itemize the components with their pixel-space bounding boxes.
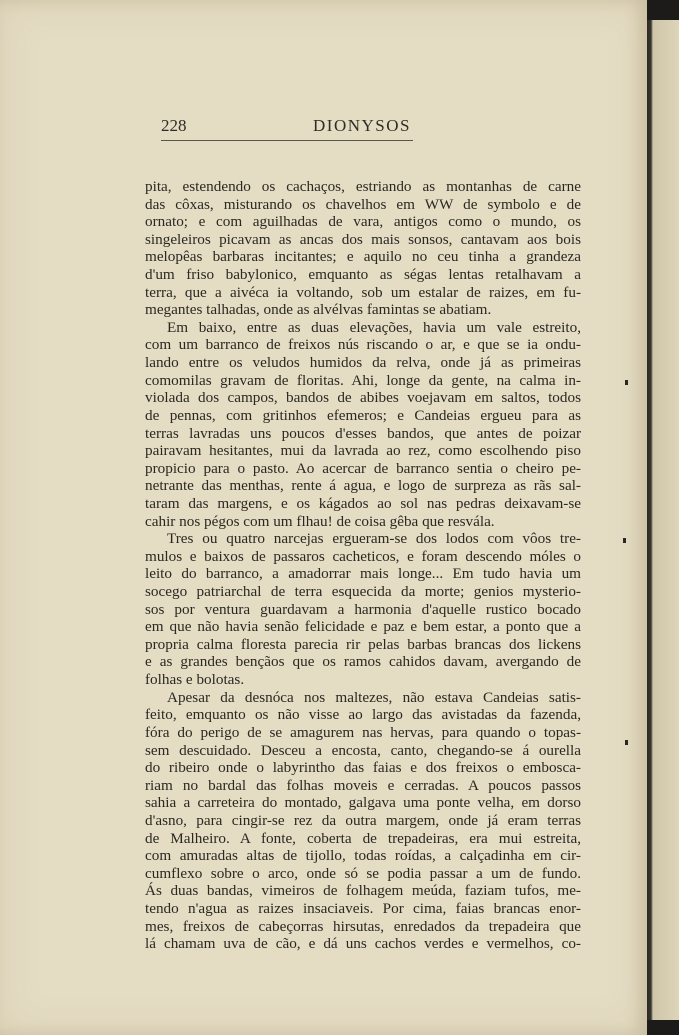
margin-mark bbox=[625, 380, 628, 385]
body-text bbox=[145, 178, 581, 953]
text-line: Tres ou quatro narcejas ergueram-se dos lodos com vôos tre- bbox=[167, 530, 581, 548]
text-line: em que não havia senão felicidade e paz e bem estar, a ponto que a bbox=[145, 618, 581, 636]
text-line: netrante das menthas, rente á agua, e logo de surpreza as rãs sal- bbox=[145, 477, 581, 495]
text-line: com amuradas altas de tijollo, todas roídas, a calçadinha em cir- bbox=[145, 847, 581, 865]
margin-mark bbox=[625, 740, 628, 745]
page-number: 228 bbox=[161, 116, 187, 135]
text-line: propria calma floresta parecia rir pelas barbas brancas dos lickens bbox=[145, 635, 581, 653]
text-line: do ribeiro onde o labyrintho das faias e dos freixos o embosca- bbox=[145, 759, 581, 777]
margin-mark bbox=[623, 538, 626, 543]
text-line: d'um friso babylonico, emquanto as ségas lentas retalhavam a bbox=[145, 266, 581, 284]
text-line: cumflexo sobre o arco, onde só se podia passar a um de fundo. bbox=[145, 864, 581, 882]
text-line: tendo n'agua as raizes insaciaveis. Por cima, faias brancas enor- bbox=[145, 899, 581, 917]
text-line: sem descuidado. Desceu a encosta, canto, chegando-se á ourella bbox=[145, 741, 581, 759]
text-line: d'asno, para cingir-se rez da outra margem, onde já eram terras bbox=[145, 811, 581, 829]
text-line: mes, freixos de cabeçorras hirsutas, enredados da trepadeira que bbox=[145, 917, 581, 935]
text-line: mulos e baixos de passaros cacheticos, e foram descendo móles o bbox=[145, 547, 581, 565]
text-line: pita, estendendo os cachaços, estriando as montanhas de carne bbox=[145, 178, 581, 195]
text-line: feito, emquanto os não visse ao largo das avistadas da fazenda, bbox=[145, 706, 581, 724]
page-header bbox=[161, 116, 413, 141]
text-line: e as grandes bençãos que os ramos cahidos davam, avergando de bbox=[145, 653, 581, 671]
text-line: Apesar da desnóca nos maltezes, não estava Candeias satis- bbox=[167, 688, 581, 706]
text-line: terra, que a aivéca ia voltando, sob um estalar de raizes, em fu- bbox=[145, 283, 581, 301]
text-line: leito do barranco, a amadorrar mais longe... Em tudo havia um bbox=[145, 565, 581, 583]
text-line: de pennas, com gritinhos efemeros; e Candeias ergueu para as bbox=[145, 406, 581, 424]
text-line: terras lavradas uns poucos d'esses bandos, que antes de poizar bbox=[145, 424, 581, 442]
text-line: taram das margens, e os kágados ao sol nas pedras deixavam-se bbox=[145, 494, 581, 512]
text-line: lando entre os veludos humidos da relva, onde já as primeiras bbox=[145, 354, 581, 372]
text-line: socego patriarchal de terra esquecida da morte; genios mysterio- bbox=[145, 583, 581, 601]
text-line: sos por ventura guardavam a harmonia d'aquelle rustico bocado bbox=[145, 600, 581, 618]
text-line: propicio para o pasto. Ao acercar de barranco sentia o cheiro pe- bbox=[145, 459, 581, 477]
running-title: DIONYSOS bbox=[313, 116, 411, 135]
text-line: comomilas gravam de floritas. Ahi, longe da gente, na calma in- bbox=[145, 371, 581, 389]
text-line: cahir nos pégos com um flhau! de coisa gêba que resvála. bbox=[145, 512, 495, 530]
text-line: Ás duas bandas, vimeiros de folhagem meúda, faziam tufos, me- bbox=[145, 882, 581, 900]
next-page-edge bbox=[647, 20, 679, 1020]
text-line: sahia a carreteira do montado, galgava uma ponte velha, em dorso bbox=[145, 794, 581, 812]
text-line: singeleiros picavam as ancas dos mais sonsos, cantavam aos bois bbox=[145, 230, 581, 248]
text-line: das côxas, misturando os chavelhos em WW de symbolo e de bbox=[145, 195, 581, 213]
text-line: com um barranco de freixos nús riscando o ar, e que se ia ondu- bbox=[145, 336, 581, 354]
text-line: riam no bardal das folhas moveis e cerradas. A poucos passos bbox=[145, 776, 581, 794]
text-line: ornato; e com aguilhadas de vara, antigos como o mundo, os bbox=[145, 213, 581, 231]
text-line: violada dos campos, bandos de abibes voejavam em saltos, todos bbox=[145, 389, 581, 407]
text-line: de Malheiro. A fonte, coberta de trepadeiras, era mui estreita, bbox=[145, 829, 581, 847]
text-line: fóra do perigo de se amagurem nas hervas, para quando o topas- bbox=[145, 723, 581, 741]
text-line: lá chamam uva de cão, e dá uns cachos verdes e vermelhos, co- bbox=[145, 935, 581, 953]
text-line: pairavam hesitantes, mui da lavrada ao rez, como escolhendo piso bbox=[145, 442, 581, 460]
text-line: Em baixo, entre as duas elevações, havia um vale estreito, bbox=[167, 318, 581, 336]
text-line: folhas e bolotas. bbox=[145, 671, 245, 689]
text-line: melopêas barbaras incitantes; e aquilo no ceu tinha a grandeza bbox=[145, 248, 581, 266]
text-line: megantes talhadas, onde as alvélvas famintas se abatiam. bbox=[145, 301, 492, 319]
